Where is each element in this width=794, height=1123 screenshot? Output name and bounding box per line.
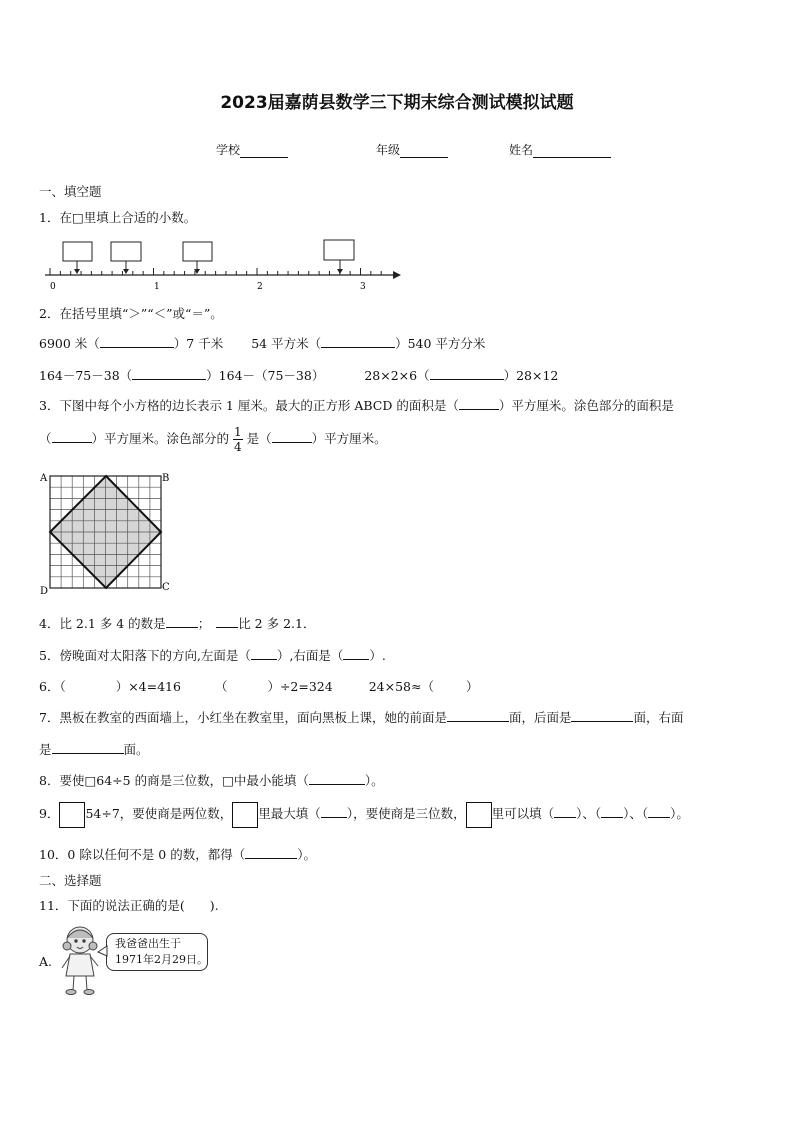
q9-digit-box-1[interactable] (59, 802, 85, 828)
question-6 (39, 677, 478, 695)
q7-text-4: 是 (39, 742, 52, 757)
q9-text-4: ），要使商是三位数， (346, 806, 466, 821)
q2-item-3-right: ）164－（75－38） (206, 368, 325, 383)
section-choice-heading: 二、选择题 (39, 873, 102, 888)
section-fill-blank-heading: 一、填空题 (39, 184, 102, 199)
girl-illustration (58, 924, 108, 998)
q8-text-1: 8．要使□64÷5 的商是三位数，□中最小能填（ (39, 773, 309, 788)
q9-text-2: 54÷7，要使商是两位数， (85, 806, 233, 821)
q3-text-4: ）平方厘米。涂色部分的 (91, 431, 230, 446)
q3-text-5: 是（ (246, 431, 272, 446)
q6-text-5: 24×58≈（ (368, 679, 434, 694)
q2-item-3-left: 164－75－38（ (39, 368, 133, 383)
q9-text-5: 里可以填（ (491, 806, 555, 821)
grade-label: 年级 (376, 143, 401, 157)
q7-text-1: 7．黑板在教室的西面墙上，小红坐在教室里，面向黑板上课，她的前面是 (39, 710, 447, 725)
q10-text-2: ）。 (297, 847, 316, 862)
q6-text-1: 6．（ (39, 679, 66, 694)
speech-bubble-line-2: 1971年2月29日。 (115, 953, 208, 966)
question-11-text: 11．下面的说法正确的是( ). (39, 898, 219, 913)
label-b: B (162, 473, 170, 484)
school-label: 学校 (216, 143, 241, 157)
q9-text-7: ）、（ (623, 806, 649, 821)
q9-blank-3[interactable] (601, 805, 623, 818)
q9-text-1: 9． (39, 806, 60, 821)
q7-text-5: 面。 (123, 742, 149, 757)
question-4 (39, 614, 315, 632)
question-7-line-2 (39, 740, 149, 758)
q9-blank-2[interactable] (554, 805, 576, 818)
question-5 (39, 646, 386, 664)
q9-text-6: ）、（ (576, 806, 602, 821)
tick-label-1: 1 (154, 282, 160, 292)
option-a-label[interactable]: A. (39, 954, 53, 969)
q4-text-1: 4．比 2.1 多 4 的数是 (39, 616, 166, 631)
q5-text-1: 5．傍晚面对太阳落下的方向,左面是（ (39, 648, 251, 663)
tick-label-3: 3 (360, 282, 366, 292)
label-a: A (40, 473, 48, 484)
q4-blank-2[interactable] (216, 615, 238, 628)
q2-item-1-right: ）7 千米 (173, 336, 224, 351)
q8-text-2: ）。 (364, 773, 384, 788)
label-d: D (40, 586, 49, 597)
q9-blank-4[interactable] (648, 805, 670, 818)
q7-text-2: 面，后面是 (508, 710, 572, 725)
girl-dress (66, 954, 94, 976)
q3-text-3: （ (39, 431, 52, 446)
q6-text-2: ）×4=416 (115, 679, 181, 694)
tick-label-2: 2 (257, 282, 263, 292)
page-title: 2023届嘉荫县数学三下期末综合测试模拟试题 (220, 93, 574, 113)
q4-text-2: ； (197, 616, 211, 631)
q7-blank-3[interactable] (52, 741, 124, 754)
q4-text-3: 比 2 多 2.1． (238, 616, 316, 631)
question-1-text: 1．在□里填上合适的小数。 (39, 210, 197, 225)
label-c: C (162, 582, 170, 593)
q7-text-3: 面，右面 (633, 710, 684, 725)
q5-text-3: ）. (369, 648, 386, 663)
q5-text-2: ）,右面是（ (276, 648, 344, 663)
q5-blank-2[interactable] (343, 647, 369, 660)
q5-blank-1[interactable] (251, 647, 277, 660)
q2-item-2-left: 54 平方米（ (251, 336, 322, 351)
q6-text-4: ）÷2=324 (267, 679, 333, 694)
q6-text-6: ） (465, 679, 479, 694)
q7-blank-2[interactable] (571, 709, 633, 722)
q9-text-8: ）。 (670, 806, 689, 821)
q2-item-1-left: 6900 米（ (39, 336, 100, 351)
speech-bubble-line-1: 我爸爸出生于 (115, 937, 181, 950)
speech-bubble (106, 933, 208, 971)
q2-item-4-right: ）28×12 (503, 368, 559, 383)
question-9 (39, 801, 689, 828)
fraction-one-quarter: $\frac{1}{4}$ (234, 425, 242, 454)
name-label: 姓名 (509, 143, 534, 157)
q9-blank-1[interactable] (321, 805, 347, 818)
q9-text-3: 里最大填（ (258, 806, 321, 821)
q2-item-2-right: ）540 平方分米 (395, 336, 486, 351)
grid-lines (50, 476, 161, 588)
question-2-text: 2．在括号里填“＞”“＜”或“＝”。 (39, 306, 223, 321)
q3-text-2: ）平方厘米。涂色部分的面积是 (498, 398, 674, 413)
q9-digit-box-2[interactable] (232, 802, 258, 828)
q2-item-4-left: 28×2×6（ (364, 368, 430, 383)
question-10 (39, 845, 316, 863)
q4-blank-1[interactable] (166, 615, 198, 628)
q10-blank-1[interactable] (245, 846, 297, 859)
q3-text-6: ）平方厘米。 (311, 431, 387, 446)
q8-blank-1[interactable] (309, 772, 365, 785)
q6-text-3: （ (214, 679, 228, 694)
question-8 (39, 771, 384, 789)
q3-text-1: 3．下图中每个小方格的边长表示 1 厘米。最大的正方形 ABCD 的面积是（ (39, 398, 459, 413)
tick-label-0: 0 (50, 282, 56, 292)
q7-blank-1[interactable] (447, 709, 509, 722)
q10-text-1: 10．0 除以任何不是 0 的数，都得（ (39, 847, 246, 862)
q9-digit-box-3[interactable] (466, 802, 492, 828)
question-7-line-1 (39, 708, 684, 726)
speech-bubble-tail (98, 946, 110, 958)
